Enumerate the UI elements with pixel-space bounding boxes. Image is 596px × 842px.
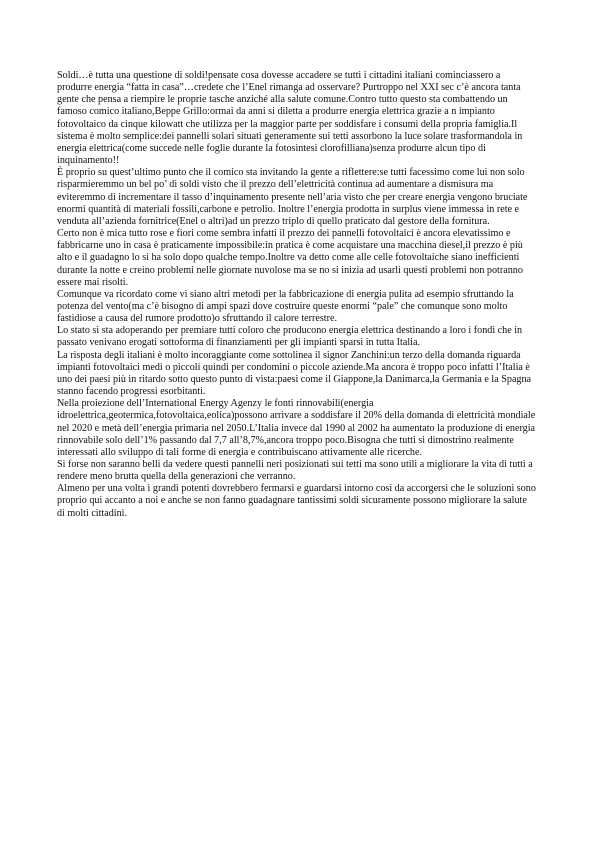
paragraph-8: Si forse non saranno belli da vedere questi pannelli neri posizionati sui tetti ma sono utili a migliorare la vita di tutti a rendere meno brutta quella della generazioni che verranno. <box>57 459 533 483</box>
paragraph-7: Nella proiezione dell’International Energy Agenzy le fonti rinnovabili(energia idroelettrica,geotermica,fotovoltaica,eolica)possono arrivare a soddisfare il 20% della domanda di elettricità mondiale nel 2020 e metà dell’energia primaria nel 2050.L’Italia invece dal 1990 al 2002 ha aumentato la produzione di energia rinnovabile solo dell’1% passando dal 7,7 all’8,7%,ancora troppo poco.Bisogna che tutti si dimostrino realmente interessati allo sviluppo di tali forme di energia e contribuiscano attivamente alle ricerche. <box>57 398 536 458</box>
paragraph-5: Lo stato si sta adoperando per premiare tutti coloro che producono energia elettrica destinando a loro i fondi che in passato venivano erogati sottoforma di finanziamenti per gli impianti sparsi in tutta Italia. <box>57 325 523 349</box>
paragraph-3: Certo non è mica tutto rose e fiori come sembra infatti il prezzo dei pannelli fotovoltaici è ancora elevatissimo e fabbricarne uno in casa è praticamente impossibile:in pratica è come acquistare una macchina diesel,il prezzo è più alto e il guadagno lo si ha solo dopo qualche tempo.Inoltre va detto come alle celle fotovoltaiche siano inefficienti durante la notte e creino problemi nelle giornate nuvolose ma se no si inizia ad usarli questi problemi non potranno essere mai risolti. <box>57 228 523 288</box>
paragraph-6: La risposta degli italiani è molto incoraggiante come sottolinea il signor Zanchini:un terzo della domanda riguarda impianti fotovoltaici medi o piccoli quindi per condomini o piccole aziende.Ma ancora è troppo poco infatti l’Italia è uno dei paesi più in ritardo sotto questo punto di vista:paesi come il Giappone,la Danimarca,la Germania e la Spagna stanno facendo progressi esorbitanti. <box>57 349 532 398</box>
document-body <box>57 70 537 520</box>
paragraph-9: Almeno per una volta i grandi potenti dovrebbero fermarsi e guardarsi intorno così da accorgersi che le soluzioni sono proprio qui accanto a noi e anche se non fanno guadagnare tantissimi soldi sicuramente possono migliorare la salute di molti cittadini. <box>57 483 536 519</box>
paragraph-2: È proprio su quest’ultimo punto che il comico sta invitando la gente a riflettere:se tutti facessimo come lui non solo risparmieremmo un bel po’ di soldi visto che il prezzo dell’elettricità continua ad aumentare a dismisura ma eviteremmo di incrementare il tasso d’inquinamento presente nell’aria visto che per creare energia vengono bruciate enormi quantità di materiali fossili,carbone e petrolio. Inoltre l’energia prodotta in surplus viene immessa in rete e venduta all’azienda fornitrice(Enel o altri)ad un prezzo triplo di quello praticato dal gestore della fornitura. <box>57 167 528 227</box>
paragraph-1: Soldi…è tutta una questione di soldi!pensate cosa dovesse accadere se tutti i cittadini italiani cominciassero a produrre energia “fatta in casa”…credete che l’Enel rimanga ad osservare? Purtroppo nel XXI sec c’è ancora tanta gente che pensa a riempire le proprie tasche anziché alla salute comune.Contro tutto questo sta combattendo un famoso comico italiano,Beppe Grillo:ormai da anni si diletta a produrre energia elettrica grazie a n impianto fotovoltaico da cinque kilowatt che utilizza per la maggior parte per soddisfare i consumi della propria famiglia.Il sistema è molto semplice:dei pannelli solari situati generamente sui tetti assorbono la luce solare trasformandola in energia elettrica(come succede nelle foglie durante la fotosintesi clorofilliana)senza produrre alcun tipo di inquinamento!! <box>57 70 523 167</box>
paragraph-4: Comunque va ricordato come vi siano altri metodi per la fabbricazione di energia pulita ad esempio sfruttando la potenza del vento(ma c’è bisogno di ampi spazi dove costruire queste enormi “pale” che comunque sono molto fastidiose a causa del rumore prodotto)o sfruttando il calore terrestre. <box>57 288 514 325</box>
